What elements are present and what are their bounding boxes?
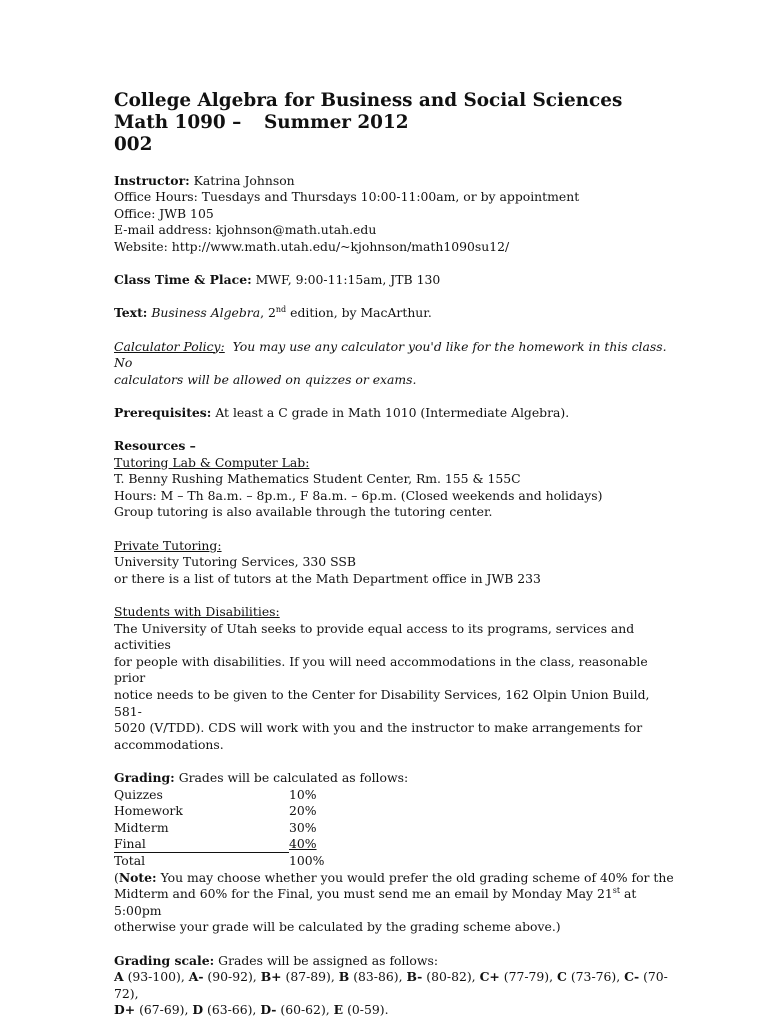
disabilities-line: accommodations. (114, 736, 224, 752)
grade-component: Midterm (114, 819, 169, 835)
instructor-label: Instructor: (114, 172, 190, 188)
grade-weight: 40% (289, 836, 317, 852)
grading-note (114, 870, 674, 887)
email-address: E-mail address: kjohnson@math.utah.edu (114, 222, 377, 238)
calculator-line-2: calculators will be allowed on quizzes or exams. (114, 371, 417, 387)
disabilities-line: notice needs to be given to the Center for Disability Services, 162 Olpin Union Build, 581- (114, 687, 650, 719)
grade-range: (93-100), (123, 969, 189, 985)
letter-grade: A- (188, 969, 204, 985)
grade-component: Quizzes (114, 786, 163, 802)
grade-range: (0-59). (343, 1002, 389, 1018)
edition-superscript: nd (275, 305, 287, 315)
note-label: Note: (118, 869, 157, 885)
grade-range: (80-82), (422, 969, 480, 985)
grading-scale-intro: Grades will be assigned as follows: (218, 952, 439, 968)
text-label: Text: (114, 305, 148, 321)
letter-grade: D- (260, 1002, 277, 1018)
letter-grade: C (557, 969, 567, 985)
course-title: College Algebra for Business and Social Sciences (114, 90, 623, 111)
note-text: at 5:00pm (114, 886, 637, 918)
document-title (114, 90, 674, 156)
private-tutoring-heading: Private Tutoring: (114, 537, 222, 553)
grading-note: otherwise your grade will be calculated by the grading scheme above.) (114, 919, 561, 935)
calculator-label: Calculator Policy: (114, 338, 225, 354)
letter-grade: D (192, 1002, 204, 1018)
private-tutoring-line: University Tutoring Services, 330 SSB (114, 554, 356, 570)
letter-grade: D+ (114, 1002, 136, 1018)
grade-range: (63-66), (203, 1002, 261, 1018)
note-text: Midterm and 60% for the Final, you must send me an email by Monday May 21 (114, 886, 613, 902)
course-number: Math 1090 – 002 (114, 112, 242, 155)
class-time-value: MWF, 9:00-11:15am, JTB 130 (255, 272, 441, 288)
letter-grade: C- (624, 969, 640, 985)
grade-component: Final (114, 836, 289, 853)
calculator-line-1: You may use any calculator you'd like for the homework in this class. No (114, 338, 667, 371)
grade-weight: 30% (289, 819, 317, 835)
instructor-section (114, 173, 674, 256)
grade-row (114, 787, 674, 804)
grade-range: (70-72), (114, 969, 668, 1001)
grade-component: Total (114, 852, 146, 868)
private-tutoring-line: or there is a list of tutors at the Math Department office in JWB 233 (114, 570, 541, 586)
textbook-edition: , 2 (260, 305, 276, 321)
instructor-name: Katrina Johnson (193, 172, 295, 188)
grade-range: (77-79), (499, 969, 558, 985)
grade-weight: 10% (289, 786, 317, 802)
letter-grade: A (114, 969, 124, 985)
disabilities-heading: Students with Disabilities: (114, 604, 280, 620)
letter-grade: E (333, 1002, 344, 1018)
office-location: Office: JWB 105 (114, 205, 214, 221)
class-time-place (114, 272, 674, 289)
prereq-label: Prerequisites: (114, 404, 212, 420)
grading-scale-section (114, 953, 674, 1019)
grade-component: Homework (114, 803, 183, 819)
resources-section (114, 438, 674, 753)
grading-section (114, 770, 674, 936)
grading-scale-line (114, 1002, 674, 1019)
disabilities-line: The University of Utah seeks to provide equal access to its programs, services and activities (114, 620, 635, 653)
grading-scale-label: Grading scale: (114, 952, 215, 968)
calculator-policy (114, 339, 674, 389)
grading-label: Grading: (114, 769, 175, 785)
grade-row (114, 836, 674, 853)
letter-grade: B- (406, 969, 423, 985)
note-paren: ( (114, 869, 119, 885)
grade-range: (87-89), (281, 969, 339, 985)
grade-range: (67-69), (135, 1002, 193, 1018)
grading-intro: Grades will be calculated as follows: (178, 769, 409, 785)
grade-range: (83-86), (349, 969, 407, 985)
grade-weight: 100% (289, 852, 325, 868)
grading-scale-line (114, 969, 674, 1002)
letter-grade: B+ (260, 969, 282, 985)
office-hours: Office Hours: Tuesdays and Thursdays 10:00-11:00am, or by appointment (114, 189, 580, 205)
course-term: Summer 2012 (264, 112, 409, 133)
tutoring-lab-line: Hours: M – Th 8a.m. – 8p.m., F 8a.m. – 6p.m. (Closed weekends and holidays) (114, 487, 603, 503)
tutoring-lab-line: T. Benny Rushing Mathematics Student Center, Rm. 155 & 155C (114, 471, 521, 487)
grade-range: (73-76), (566, 969, 625, 985)
tutoring-lab-line: Group tutoring is also available through the tutoring center. (114, 504, 493, 520)
syllabus-page (114, 90, 674, 1019)
website: Website: http://www.math.utah.edu/~kjohnson/math1090su12/ (114, 238, 510, 254)
grade-weight: 20% (289, 803, 317, 819)
textbook-author: edition, by MacArthur. (286, 305, 432, 321)
letter-grade: C+ (479, 969, 500, 985)
grading-note (114, 886, 674, 919)
grade-range: (60-62), (276, 1002, 334, 1018)
note-superscript: st (612, 886, 621, 895)
prerequisites (114, 405, 674, 422)
grade-row (114, 820, 674, 837)
letter-grade: B (338, 969, 350, 985)
grade-row (114, 803, 674, 820)
tutoring-lab-heading: Tutoring Lab & Computer Lab: (114, 454, 310, 470)
resources-heading: Resources – (114, 438, 196, 454)
disabilities-line: 5020 (V/TDD). CDS will work with you and the instructor to make arrangements for (114, 720, 643, 736)
textbook (114, 305, 674, 322)
class-time-label: Class Time & Place: (114, 272, 252, 288)
grade-total-row (114, 853, 674, 870)
textbook-title: Business Algebra (151, 305, 261, 321)
prereq-value: At least a C grade in Math 1010 (Intermediate Algebra). (215, 404, 570, 420)
disabilities-line: for people with disabilities. If you will need accommodations in the class, reasonable prior (114, 653, 648, 686)
note-text: You may choose whether you would prefer the old grading scheme of 40% for the (156, 869, 674, 885)
grade-range: (90-92), (203, 969, 261, 985)
